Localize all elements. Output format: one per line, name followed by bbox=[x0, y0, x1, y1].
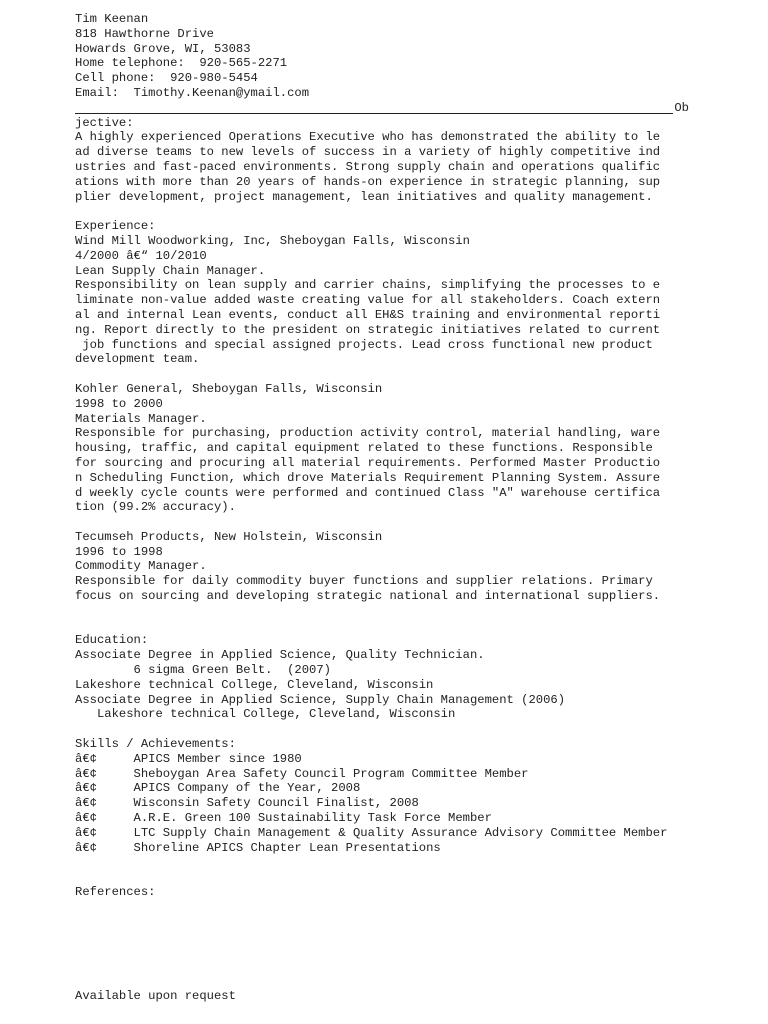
job-dates: 4/2000 â€“ 10/2010 bbox=[75, 248, 207, 263]
bullet-glyph: â€¢ bbox=[75, 811, 97, 826]
education-line: Lakeshore technical College, Cleveland, Wisconsin bbox=[75, 677, 434, 692]
education-line: Associate Degree in Applied Science, Quality Technician. bbox=[75, 648, 485, 663]
skill-item bbox=[75, 752, 755, 767]
objective-line: plier development, project management, lean initiatives and quality management. bbox=[75, 189, 653, 204]
skill-item bbox=[75, 841, 755, 856]
education-line: 6 sigma Green Belt. (2007) bbox=[75, 663, 331, 678]
skill-item bbox=[75, 781, 755, 796]
job-description-line: development team. bbox=[75, 352, 200, 367]
skill-text: Sheboygan Area Safety Council Program Committee Member bbox=[133, 766, 529, 781]
job-company: Wind Mill Woodworking, Inc, Sheboygan Falls, Wisconsin bbox=[75, 233, 470, 248]
job-description-line: n Scheduling Function, which drove Materials Requirement Planning System. Assure bbox=[75, 470, 661, 485]
skill-text: Shoreline APICS Chapter Lean Presentations bbox=[133, 840, 441, 855]
job-description-line: ng. Report directly to the president on strategic initiatives related to current bbox=[75, 322, 661, 337]
job-description-line: for sourcing and procuring all material requirements. Performed Master Productio bbox=[75, 455, 661, 470]
divider-tail-text: Ob bbox=[674, 100, 689, 115]
skill-item bbox=[75, 811, 755, 826]
job-title: Commodity Manager. bbox=[75, 559, 207, 574]
job-description-line: Responsible for purchasing, production activity control, material handling, ware bbox=[75, 426, 661, 441]
skill-text: APICS Member since 1980 bbox=[133, 751, 302, 766]
job-title: Lean Supply Chain Manager. bbox=[75, 263, 266, 278]
objective-line: ustries and fast-paced environments. Strong supply chain and operations qualific bbox=[75, 159, 661, 174]
job-description-line: focus on sourcing and developing strategic national and international suppliers. bbox=[75, 589, 661, 604]
bullet-glyph: â€¢ bbox=[75, 840, 97, 855]
objective-line: ations with more than 20 years of hands-on experience in strategic planning, sup bbox=[75, 174, 661, 189]
job-dates: 1998 to 2000 bbox=[75, 396, 163, 411]
bullet-glyph: â€¢ bbox=[75, 796, 97, 811]
job-description-line: d weekly cycle counts were performed and continued Class "A" warehouse certifica bbox=[75, 485, 661, 500]
job-dates: 1996 to 1998 bbox=[75, 544, 163, 559]
job-description-line: Responsibility on lean supply and carrier chains, simplifying the processes to e bbox=[75, 278, 661, 293]
objective-line: jective: bbox=[75, 115, 134, 130]
job-description-line: liminate non-value added waste creating value for all stakeholders. Coach extern bbox=[75, 293, 661, 308]
address-line-2: Howards Grove, WI, 53083 bbox=[75, 41, 251, 56]
education-line: Associate Degree in Applied Science, Supply Chain Management (2006) bbox=[75, 692, 566, 707]
bullet-glyph: â€¢ bbox=[75, 781, 97, 796]
bullet-glyph: â€¢ bbox=[75, 825, 97, 840]
references-heading: References: bbox=[75, 885, 156, 900]
skill-text: A.R.E. Green 100 Sustainability Task Force Member bbox=[133, 811, 492, 826]
job-company: Kohler General, Sheboygan Falls, Wisconsin bbox=[75, 381, 383, 396]
cell-phone: Cell phone: 920-980-5454 bbox=[75, 71, 258, 86]
skill-item bbox=[75, 767, 755, 782]
skill-item bbox=[75, 826, 755, 841]
job-title: Materials Manager. bbox=[75, 411, 207, 426]
section-divider bbox=[75, 100, 689, 116]
job-description-line: Responsible for daily commodity buyer functions and supplier relations. Primary bbox=[75, 574, 653, 589]
job-description-line: al and internal Lean events, conduct all EH&S training and environmental reporti bbox=[75, 307, 661, 322]
email: Email: Timothy.Keenan@ymail.com bbox=[75, 85, 310, 100]
home-phone: Home telephone: 920-565-2271 bbox=[75, 56, 288, 71]
applicant-name: Tim Keenan bbox=[75, 12, 149, 26]
job-company: Tecumseh Products, New Holstein, Wisconsin bbox=[75, 529, 383, 544]
bullet-glyph: â€¢ bbox=[75, 751, 97, 766]
job-description-line: job functions and special assigned projects. Lead cross functional new product bbox=[75, 337, 653, 352]
references-note: Available upon request bbox=[75, 988, 236, 1003]
education-heading: Education: bbox=[75, 633, 149, 648]
job-description-line: tion (99.2% accuracy). bbox=[75, 500, 236, 515]
education-line: Lakeshore technical College, Cleveland, Wisconsin bbox=[75, 707, 456, 722]
skill-text: Wisconsin Safety Council Finalist, 2008 bbox=[133, 796, 419, 811]
resume-document bbox=[75, 12, 755, 1004]
experience-heading: Experience: bbox=[75, 219, 156, 234]
objective-line: ad diverse teams to new levels of success in a variety of highly competitive ind bbox=[75, 145, 661, 160]
address-line-1: 818 Hawthorne Drive bbox=[75, 26, 214, 41]
bullet-glyph: â€¢ bbox=[75, 766, 97, 781]
skill-text: APICS Company of the Year, 2008 bbox=[133, 781, 361, 796]
skill-text: LTC Supply Chain Management & Quality Assurance Advisory Committee Member bbox=[133, 825, 668, 840]
objective-line: A highly experienced Operations Executive who has demonstrated the ability to le bbox=[75, 130, 661, 145]
skill-item bbox=[75, 796, 755, 811]
skills-heading: Skills / Achievements: bbox=[75, 737, 236, 752]
job-description-line: housing, traffic, and capital equipment related to these functions. Responsible bbox=[75, 441, 653, 456]
divider-rule bbox=[75, 113, 673, 114]
